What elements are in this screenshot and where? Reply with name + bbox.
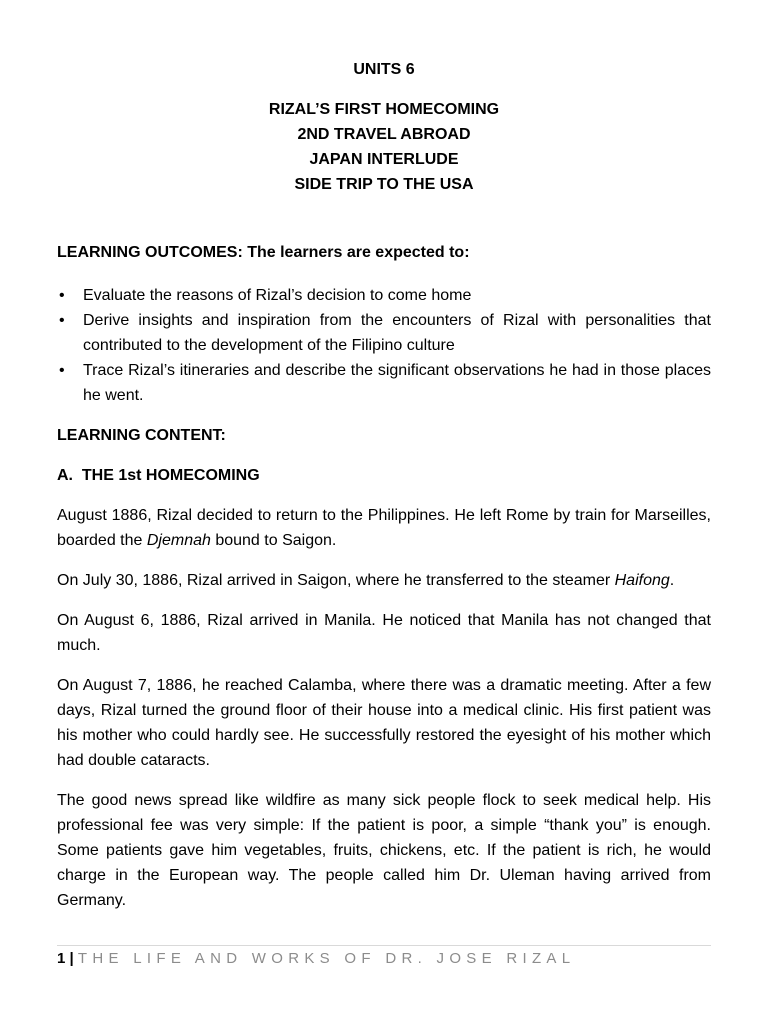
topic-title: RIZAL’S FIRST HOMECOMING — [268, 101, 500, 118]
paragraph — [57, 568, 711, 593]
ship-name: Djemnah — [146, 532, 211, 549]
unit-title: UNITS 6 — [353, 61, 415, 78]
paragraph — [57, 503, 711, 553]
outcome-text: Derive insights and inspiration from the encounters of Rizal with personalities that contributed to the development of the Filipino culture — [83, 312, 711, 354]
paragraph: On August 6, 1886, Rizal arrived in Manila. He noticed that Manila has not changed that much. — [57, 612, 711, 654]
paragraph-text: August 1886, Rizal decided to return to the Philippines. He left Rome by train for Marseilles, boarded the — [57, 507, 711, 549]
paragraph-text: On July 30, 1886, Rizal arrived in Saigon, where he transferred to the steamer — [57, 572, 615, 589]
list-item — [57, 358, 711, 408]
bullet-icon: • — [59, 287, 65, 304]
section-heading: A. THE 1st HOMECOMING — [57, 467, 260, 484]
document-body — [57, 240, 711, 913]
list-item — [57, 283, 711, 308]
bullet-icon: • — [59, 312, 65, 329]
list-item — [57, 308, 711, 358]
topic-title: SIDE TRIP TO THE USA — [294, 176, 474, 193]
page-footer — [57, 945, 711, 969]
paragraph: The good news spread like wildfire as many sick people flock to seek medical help. His professional fee was very simple: If the patient is poor, a simple “thank you” is enough. Some patients gave him vegetables, fruits, chickens, etc. If the patient is rich, he would charge in the European way. The people called him Dr. Uleman having arrived from Germany. — [57, 792, 711, 909]
outcomes-heading: LEARNING OUTCOMES: The learners are expected to: — [57, 244, 470, 261]
outcome-text: Trace Rizal’s itineraries and describe the significant observations he had in those places he went. — [83, 362, 711, 404]
topic-title: 2ND TRAVEL ABROAD — [297, 126, 471, 143]
content-heading: LEARNING CONTENT: — [57, 427, 226, 444]
outcomes-list — [57, 283, 711, 408]
footer-line — [57, 949, 711, 969]
footer-title: THE LIFE AND WORKS OF DR. JOSE RIZAL — [77, 950, 576, 967]
paragraph-text: . — [669, 572, 675, 589]
paragraph: On August 7, 1886, he reached Calamba, where there was a dramatic meeting. After a few days, Rizal turned the ground floor of their house into a medical clinic. His first patient was his mother who could hardly see. He successfully restored the eyesight of his mother which had double cataracts. — [57, 677, 711, 769]
page-number: 1 | — [57, 950, 78, 967]
bullet-icon: • — [59, 362, 65, 379]
ship-name: Haifong — [614, 572, 670, 589]
topic-title: JAPAN INTERLUDE — [309, 151, 459, 168]
topic-titles — [0, 97, 768, 197]
paragraph-text: bound to Saigon. — [210, 532, 337, 549]
outcome-text: Evaluate the reasons of Rizal’s decision to come home — [83, 287, 472, 304]
